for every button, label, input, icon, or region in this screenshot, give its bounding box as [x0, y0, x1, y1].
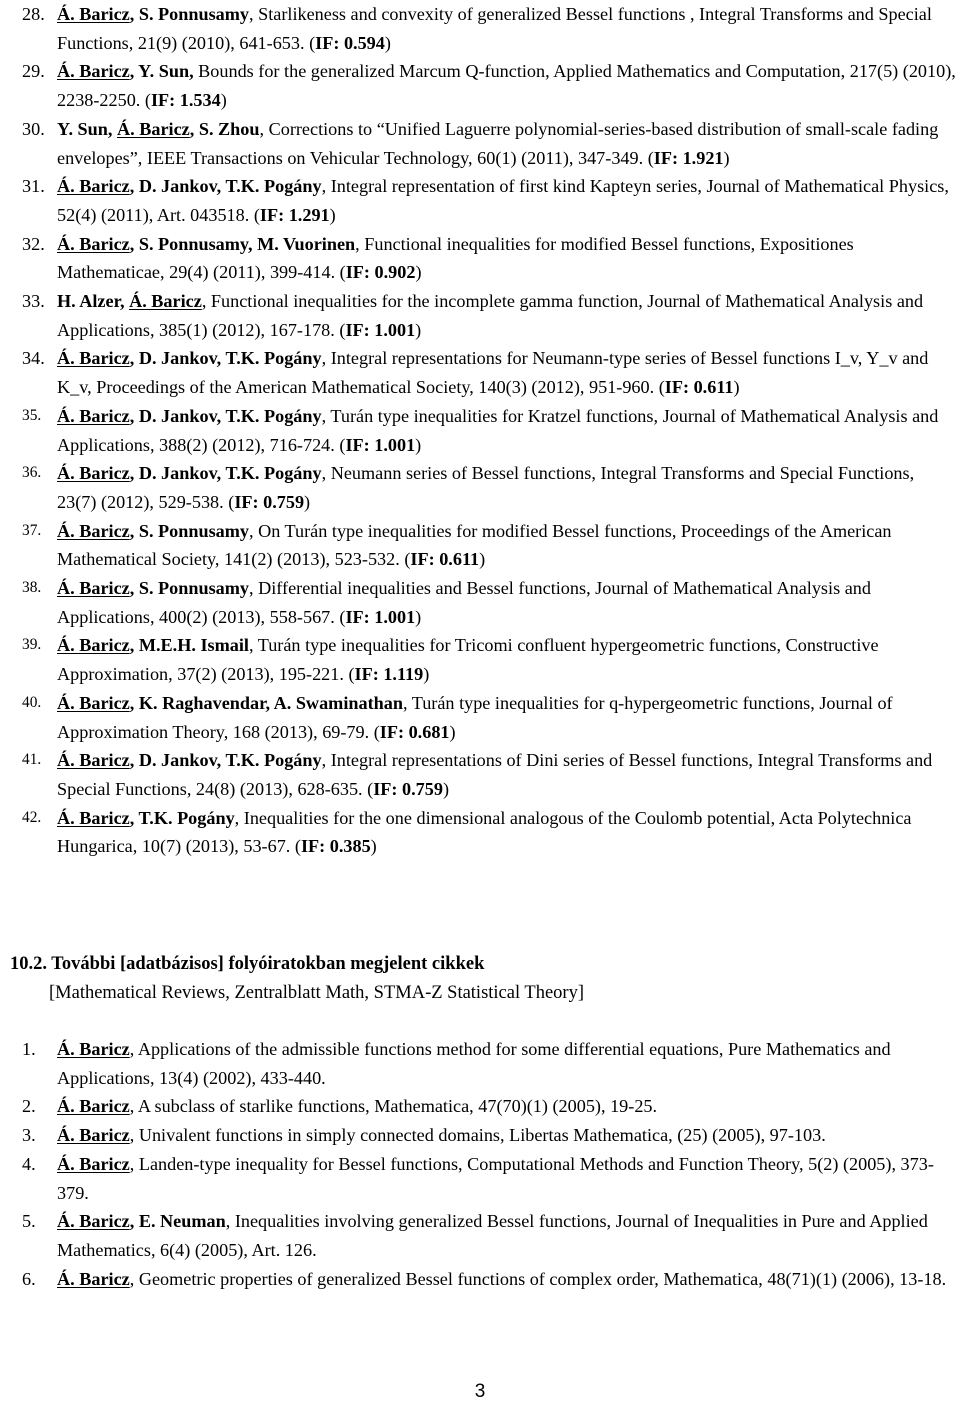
impact-factor: 0.759 [402, 778, 443, 799]
author-name: Á. Baricz [57, 348, 130, 369]
article-details: Proceedings of the American Mathematical Society, 141(2) (2013), 523-532. [57, 520, 892, 570]
list-item: 1. Á. Baricz, Applications of the admissible functions method for some differential equations, Pure Mathematics and Applications, 13(4) (2002), 433-440. [0, 1035, 960, 1092]
list-item: 37. Á. Baricz, S. Ponnusamy, On Turán type inequalities for modified Bessel functions, Proceedings of the American Mathematical Society, 141(2) (2013), 523-532. (IF: 0.611) [0, 517, 960, 574]
section-heading: 10.2. További [adatbázisos] folyóiratokban megjelent cikkek [10, 954, 485, 974]
article-title: Integral representation of first kind Kapteyn series, [330, 176, 702, 197]
item-number: 37. [22, 521, 42, 539]
list-item: 6. Á. Baricz, Geometric properties of generalized Bessel functions of complex order, Mathematica, 48(71)(1) (2006), 13-18. [0, 1265, 960, 1294]
author-name: Á. Baricz [57, 692, 130, 713]
list-item: 38. Á. Baricz, S. Ponnusamy, Differential inequalities and Bessel functions, Journal of Mathematical Analysis and Applications, 400(2) (2013), 558-567. (IF: 1.001) [0, 574, 960, 631]
article-text: Applications of the admissible functions method for some differential equations, Pure Mathematics and Applications, 13(4) (2002), 433-440. [57, 1039, 891, 1088]
author-name: H. Alzer [57, 291, 120, 312]
article-text: Univalent functions in simply connected domains, Libertas Mathematica, (25) (2005), 97-103. [138, 1125, 826, 1146]
impact-factor: 0.611 [439, 549, 480, 570]
author-name: T.K. Pogány [225, 463, 322, 484]
item-number: 38. [22, 579, 42, 597]
impact-factor: 1.534 [179, 90, 221, 111]
author-name: T.K. Pogány [225, 176, 322, 197]
list-item: 4. Á. Baricz, Landen-type inequality for Bessel functions, Computational Methods and Function Theory, 5(2) (2005), 373-379. [0, 1150, 960, 1207]
list-item: 2. Á. Baricz, A subclass of starlike functions, Mathematica, 47(70)(1) (2005), 19-25. [0, 1092, 960, 1121]
list-item: 41. Á. Baricz, D. Jankov, T.K. Pogány, Integral representations of Dini series of Bessel functions, Integral Transforms and Special Functions, 24(8) (2013), 628-635. (IF: 0.759) [0, 746, 960, 803]
author-name: Á. Baricz [57, 405, 130, 426]
article-details: Journal of Mathematical Analysis and Applications, 400(2) (2013), 558-567. [57, 578, 871, 627]
author-name: Á. Baricz [57, 520, 130, 541]
list-item: 31. Á. Baricz, D. Jankov, T.K. Pogány, Integral representation of first kind Kapteyn series, Journal of Mathematical Physics, 52(4) (2011), Art. 043518. (IF: 1.291) [0, 172, 960, 229]
article-text: Landen-type inequality for Bessel functions, Computational Methods and Function Theory, 5(2) (2005), 373-379. [57, 1153, 934, 1203]
author-name: Á. Baricz [57, 233, 130, 254]
article-details: Expositiones Mathematicae, 29(4) (2011), 399-414. [57, 233, 854, 283]
author-name: Y. Sun [138, 61, 190, 82]
article-title: Turán type inequalities for Tricomi confluent hypergeometric functions, [257, 635, 782, 656]
item-number: 39. [22, 636, 42, 654]
article-details: Integral Transforms and Special Functions, 24(8) (2013), 628-635. [57, 750, 933, 799]
author-name: Á. Baricz [57, 1211, 130, 1232]
article-details: Journal of Approximation Theory, 168 (2013), 69-79. [57, 692, 893, 742]
article-details: Journal of Mathematical Analysis and Applications, 385(1) (2012), 167-178. [57, 291, 924, 340]
item-number: 34. [22, 348, 45, 369]
article-title: Neumann series of Bessel functions, [330, 463, 596, 484]
author-name: Y. Sun [57, 118, 108, 139]
author-name: D. Jankov [138, 750, 217, 771]
author-name: Á. Baricz [57, 578, 130, 599]
article-details: IEEE Transactions on Vehicular Technology, 60(1) (2011), 347-349. [146, 147, 644, 168]
article-text: Geometric properties of generalized Bessel functions of complex order, Mathematica, 48(71)(1) (2006), 13-18. [138, 1268, 947, 1289]
author-name: T.K. Pogány [225, 348, 322, 369]
list-item: 42. Á. Baricz, T.K. Pogány, Inequalities for the one dimensional analogous of the Coulomb potential, Acta Polytechnica Hungarica, 10(7) (2013), 53-67. (IF: 0.385) [0, 804, 960, 861]
list-item: 39. Á. Baricz, M.E.H. Ismail, Turán type inequalities for Tricomi confluent hypergeometric functions, Constructive Approximation, 37(2) (2013), 195-221. (IF: 1.119) [0, 631, 960, 688]
item-number: 5. [22, 1211, 36, 1232]
author-name: T.K. Pogány [225, 405, 322, 426]
item-number: 35. [22, 406, 42, 424]
list-item: 30. Y. Sun, Á. Baricz, S. Zhou, Corrections to “Unified Laguerre polynomial-series-based distribution of small-scale fading envelopes”, IEEE Transactions on Vehicular Technology, 60(1) (2011), 347-349. (IF: 1.921) [0, 115, 960, 172]
article-details: Applied Mathematics and Computation, 217(5) (2010), 2238-2250. [57, 61, 956, 111]
impact-factor: 1.291 [288, 204, 330, 225]
item-number: 2. [22, 1096, 36, 1117]
article-title: Turán type inequalities for Kratzel functions, [330, 405, 659, 426]
author-name: T.K. Pogány [138, 807, 235, 828]
author-name: Á. Baricz [57, 1096, 130, 1117]
impact-factor: 0.902 [374, 262, 416, 283]
article-title: Functional inequalities for the incomplete gamma function, [210, 291, 643, 312]
list-item: 32. Á. Baricz, S. Ponnusamy, M. Vuorinen, Functional inequalities for modified Bessel functions, Expositiones Mathematicae, 29(4) (2011), 399-414. (IF: 0.902) [0, 230, 960, 287]
article-details: Constructive Approximation, 37(2) (2013), 195-221. [57, 635, 879, 685]
list-item: 28. Á. Baricz, S. Ponnusamy, Starlikeness and convexity of generalized Bessel functions , Integral Transforms and Special Functions, 21(9) (2010), 641-653. (IF: 0.594) [0, 0, 960, 57]
author-name: Á. Baricz [117, 118, 190, 139]
article-details: Integral Transforms and Special Functions, 23(7) (2012), 529-538. [57, 463, 915, 512]
article-title: Corrections to “Unified Laguerre polynomial-series-based distribution of small-scale fading envelopes”, [57, 118, 939, 168]
item-number: 1. [22, 1039, 36, 1059]
article-text: Inequalities involving generalized Bessel functions, Journal of Inequalities in Pure and Applied Mathematics, 6(4) (2005), Art. 126. [57, 1211, 928, 1260]
item-number: 42. [22, 808, 42, 826]
list-item: 35. Á. Baricz, D. Jankov, T.K. Pogány, Turán type inequalities for Kratzel functions, Journal of Mathematical Analysis and Applications, 388(2) (2012), 716-724. (IF: 1.001) [0, 402, 960, 459]
item-number: 29. [22, 61, 45, 82]
list-item: 33. H. Alzer, Á. Baricz, Functional inequalities for the incomplete gamma function, Journal of Mathematical Analysis and Applications, 385(1) (2012), 167-178. (IF: 1.001) [0, 287, 960, 344]
author-name: Á. Baricz [57, 61, 130, 82]
impact-factor: 0.594 [343, 32, 385, 53]
article-title: Differential inequalities and Bessel functions, [258, 578, 591, 599]
item-number: 6. [22, 1268, 36, 1289]
item-number: 28. [22, 4, 45, 24]
list-item: 3. Á. Baricz, Univalent functions in simply connected domains, Libertas Mathematica, (25) (2005), 97-103. [0, 1121, 960, 1150]
author-name: Á. Baricz [57, 1153, 130, 1174]
item-number: 41. [22, 751, 42, 769]
author-name: M.E.H. Ismail [138, 635, 249, 656]
list-item: 29. Á. Baricz, Y. Sun, Bounds for the generalized Marcum Q-function, Applied Mathematics and Computation, 217(5) (2010), 2238-2250. (IF: 1.534) [0, 57, 960, 114]
author-name: Á. Baricz [57, 4, 130, 24]
author-name: Á. Baricz [129, 291, 202, 312]
impact-factor: 0.385 [329, 836, 371, 857]
author-name: Á. Baricz [57, 1125, 130, 1146]
author-name: D. Jankov [138, 348, 217, 369]
article-title: Inequalities for the one dimensional analogous of the Coulomb potential, [243, 807, 776, 828]
item-number: 36. [22, 464, 42, 482]
section-subheading: [Mathematical Reviews, Zentralblatt Math, STMA-Z Statistical Theory] [49, 983, 584, 1003]
author-name: Á. Baricz [57, 807, 130, 828]
article-text: A subclass of starlike functions, Mathematica, 47(70)(1) (2005), 19-25. [137, 1096, 658, 1117]
author-name: Á. Baricz [57, 463, 130, 484]
article-title: Functional inequalities for modified Bessel functions, [364, 233, 756, 254]
author-name: S. Ponnusamy [138, 578, 250, 599]
impact-factor: 1.001 [374, 434, 416, 455]
article-details: Journal of Mathematical Analysis and Applications, 388(2) (2012), 716-724. [57, 405, 939, 455]
item-number: 4. [22, 1153, 36, 1174]
author-name: S. Zhou [198, 118, 260, 139]
author-name: S. Ponnusamy [138, 233, 248, 254]
author-name: D. Jankov [138, 176, 217, 197]
impact-factor: 0.681 [408, 721, 450, 742]
article-details: Acta Polytechnica Hungarica, 10(7) (2013), 53-67. [57, 807, 912, 857]
list-item: 34. Á. Baricz, D. Jankov, T.K. Pogány, Integral representations for Neumann-type series of Bessel functions I_v, Y_v and K_v, Proceedings of the American Mathematical Society, 140(3) (2012), 951-960. (IF: 0.611) [0, 344, 960, 401]
item-number: 30. [22, 118, 45, 139]
author-name: S. Ponnusamy [138, 520, 250, 541]
article-title: Bounds for the generalized Marcum Q-function, [198, 61, 550, 82]
author-name: S. Ponnusamy [138, 4, 250, 24]
article-title: Starlikeness and convexity of generalized Bessel functions , [258, 4, 695, 24]
author-name: D. Jankov [138, 463, 217, 484]
author-name: T.K. Pogány [225, 750, 322, 771]
author-name: K. Raghavendar [138, 692, 266, 713]
article-details: Proceedings of the American Mathematical Society, 140(3) (2012), 951-960. [96, 377, 655, 398]
author-name: Á. Baricz [57, 1039, 130, 1059]
list-item: 5. Á. Baricz, E. Neuman, Inequalities involving generalized Bessel functions, Journal of Inequalities in Pure and Applied Mathematics, 6(4) (2005), Art. 126. [0, 1207, 960, 1264]
list-item: 36. Á. Baricz, D. Jankov, T.K. Pogány, Neumann series of Bessel functions, Integral Transforms and Special Functions, 23(7) (2012), 529-538. (IF: 0.759) [0, 459, 960, 516]
item-number: 31. [22, 176, 45, 197]
item-number: 32. [22, 233, 45, 254]
impact-factor: 1.001 [374, 319, 416, 340]
item-number: 33. [22, 291, 45, 312]
page-number: 3 [474, 1381, 486, 1402]
article-title: Turán type inequalities for q-hypergeometric functions, [411, 692, 815, 713]
author-name: Á. Baricz [57, 1268, 130, 1289]
author-name: Á. Baricz [57, 176, 130, 197]
impact-factor: 0.759 [263, 491, 305, 512]
item-number: 3. [22, 1125, 36, 1146]
list-item: 40. Á. Baricz, K. Raghavendar, A. Swaminathan, Turán type inequalities for q-hypergeometric functions, Journal of Approximation Theory, 168 (2013), 69-79. (IF: 0.681) [0, 689, 960, 746]
article-title: Integral representations of Dini series of Bessel functions, [330, 750, 753, 771]
impact-factor: 1.119 [383, 664, 424, 685]
article-details: Journal of Mathematical Physics, 52(4) (2011), Art. 043518. [57, 176, 949, 225]
author-name: M. Vuorinen [257, 233, 356, 254]
author-name: Á. Baricz [57, 635, 130, 656]
article-details: Integral Transforms and Special Functions, 21(9) (2010), 641-653. [57, 4, 932, 53]
article-title: Integral representations for Neumann-type series of Bessel functions I_v, Y_v and K_v, [57, 348, 929, 398]
impact-factor: 1.921 [682, 147, 724, 168]
author-name: E. Neuman [138, 1211, 226, 1232]
impact-factor: 1.001 [374, 606, 416, 627]
author-name: A. Swaminathan [273, 692, 403, 713]
article-title: On Turán type inequalities for modified Bessel functions, [258, 520, 677, 541]
item-number: 40. [22, 693, 42, 711]
author-name: Á. Baricz [57, 750, 130, 771]
impact-factor: 0.611 [693, 377, 734, 398]
author-name: D. Jankov [138, 405, 217, 426]
other-article-list [0, 1035, 960, 1293]
